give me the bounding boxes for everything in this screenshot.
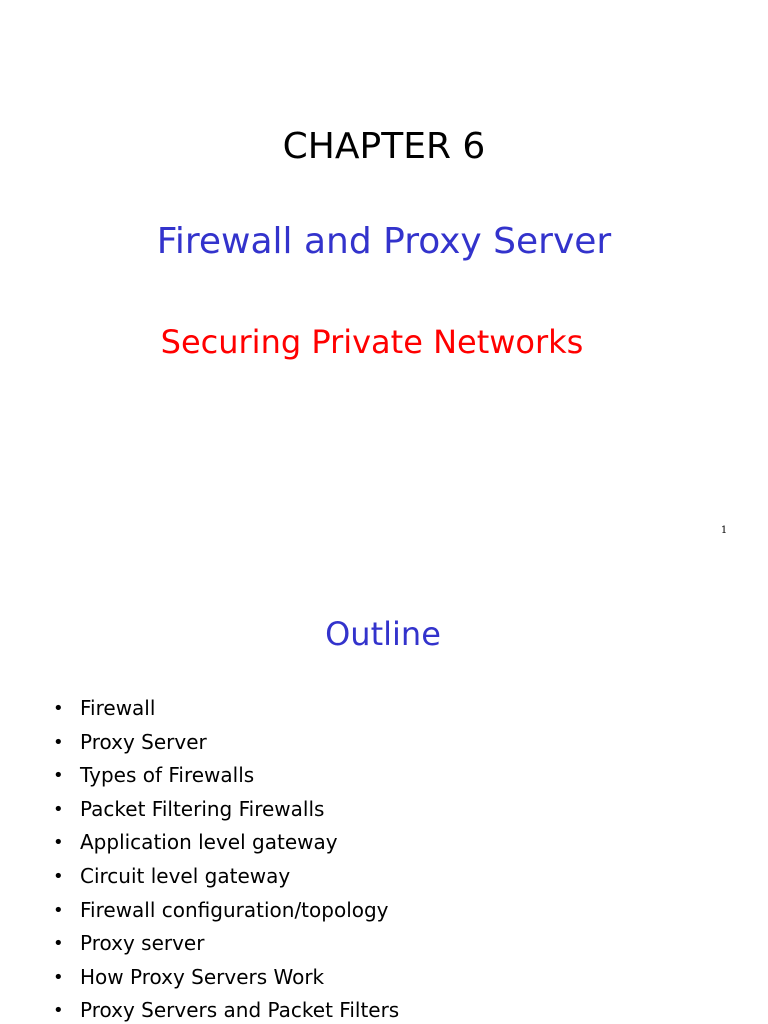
- page-number: 1: [720, 525, 728, 536]
- list-item-text: Types of Firewalls: [80, 763, 255, 788]
- bullet-icon: •: [53, 899, 64, 921]
- outline-title: Outline: [325, 615, 441, 653]
- bullet-icon: •: [53, 698, 64, 719]
- list-item-text: Proxy Servers and Packet Filters: [80, 998, 400, 1023]
- slide-title: Firewall and Proxy Server: [156, 221, 612, 262]
- list-item-text: Application level gateway: [80, 830, 338, 855]
- bullet-icon: •: [53, 933, 64, 955]
- list-item-text: Firewall: [80, 696, 156, 720]
- bullet-icon: •: [53, 798, 64, 820]
- list-item-text: Proxy Server: [80, 729, 207, 754]
- bullet-icon: •: [53, 865, 64, 887]
- bullet-icon: •: [53, 765, 64, 787]
- bullet-icon: •: [53, 731, 64, 753]
- slide-subtitle: Securing Private Networks: [160, 323, 584, 361]
- list-item-text: Proxy server: [80, 931, 205, 956]
- bullet-icon: •: [53, 832, 64, 854]
- chapter-heading: CHAPTER 6: [282, 126, 486, 167]
- list-item-text: Packet Filtering Firewalls: [80, 796, 325, 821]
- list-item-text: How Proxy Servers Work: [80, 964, 325, 989]
- slide-2: [0, 576, 768, 1024]
- bullet-icon: •: [53, 1000, 64, 1022]
- list-item-text: Firewall configuration/topology: [80, 897, 389, 922]
- bullet-icon: •: [53, 966, 64, 988]
- list-item-text: Circuit level gateway: [80, 863, 291, 888]
